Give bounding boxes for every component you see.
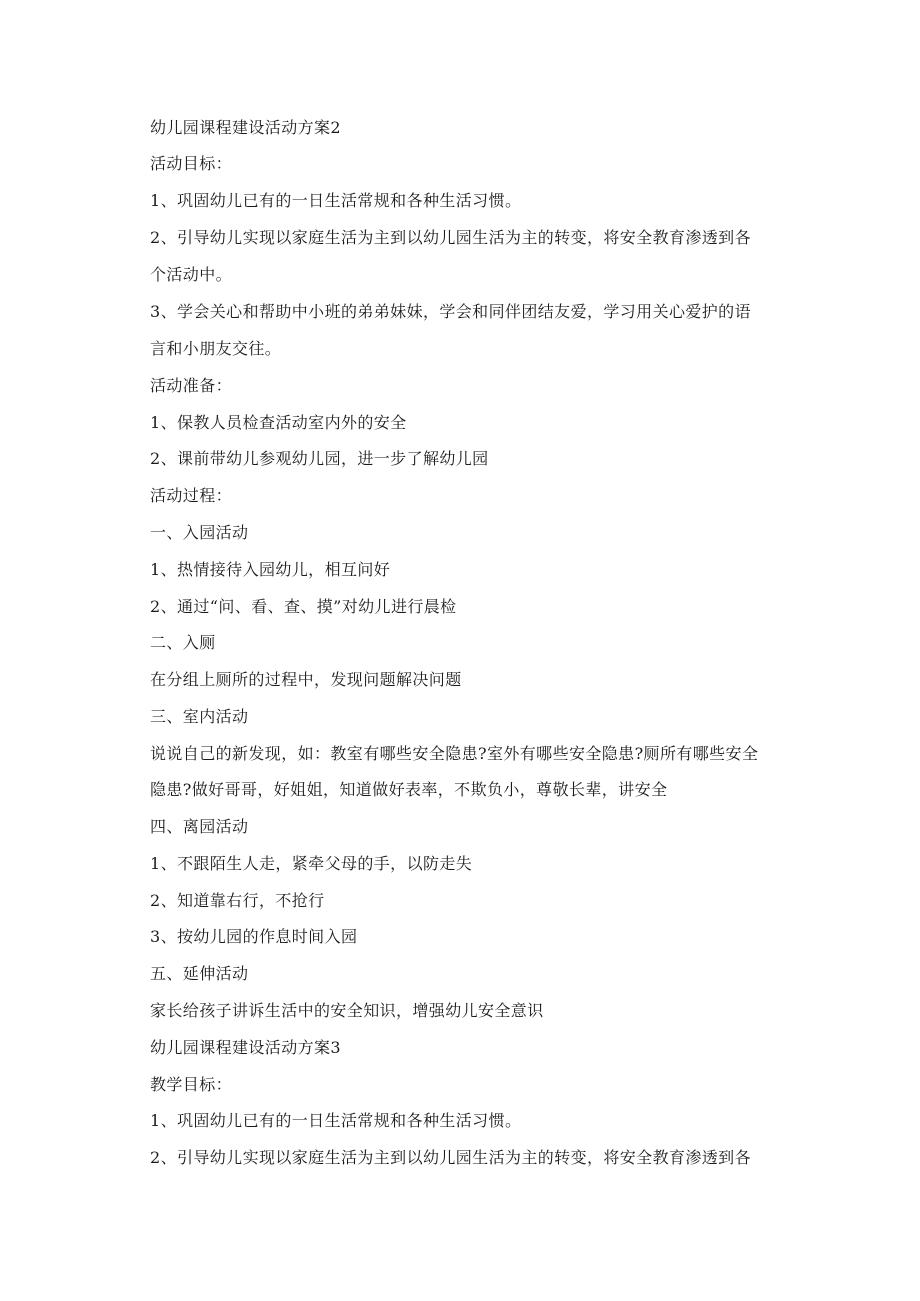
subheading: 三、室内活动 xyxy=(150,707,249,726)
section-title: 幼儿园课程建设活动方案2 xyxy=(150,118,341,137)
paragraph-line: 2、课前带幼儿参观幼儿园，进一步了解幼儿园 xyxy=(150,449,489,468)
paragraph-line: 1、不跟陌生人走，紧牵父母的手，以防走失 xyxy=(150,854,473,873)
paragraph-line: 在分组上厕所的过程中，发现问题解决问题 xyxy=(150,670,462,689)
subheading: 活动目标： xyxy=(150,154,233,173)
subheading: 活动过程： xyxy=(150,486,233,505)
paragraph-line: 3、按幼儿园的作息时间入园 xyxy=(150,927,358,946)
paragraph-line: 言和小朋友交往。 xyxy=(150,339,282,358)
paragraph-line: 3、学会关心和帮助中小班的弟弟妹妹，学会和同伴团结友爱，学习用关心爱护的语 xyxy=(150,302,751,321)
paragraph-line: 2、引导幼儿实现以家庭生活为主到以幼儿园生活为主的转变，将安全教育渗透到各 xyxy=(150,1148,751,1167)
paragraph-line: 隐患?做好哥哥，好姐姐，知道做好表率，不欺负小，尊敬长辈，讲安全 xyxy=(150,780,668,799)
subheading: 活动准备： xyxy=(150,376,233,395)
paragraph-line: 家长给孩子讲诉生活中的安全知识，增强幼儿安全意识 xyxy=(150,1001,544,1020)
subheading: 二、入厕 xyxy=(150,633,216,652)
paragraph-line: 1、巩固幼儿已有的一日生活常规和各种生活习惯。 xyxy=(150,191,522,210)
section-title: 幼儿园课程建设活动方案3 xyxy=(150,1038,341,1057)
subheading: 四、离园活动 xyxy=(150,817,249,836)
paragraph-line: 说说自己的新发现，如：教室有哪些安全隐患?室外有哪些安全隐患?厕所有哪些安全 xyxy=(150,744,759,763)
subheading: 一、入园活动 xyxy=(150,523,249,542)
subheading: 五、延伸活动 xyxy=(150,964,249,983)
paragraph-line: 个活动中。 xyxy=(150,265,233,284)
paragraph-line: 2、知道靠右行，不抢行 xyxy=(150,891,325,910)
paragraph-line: 1、巩固幼儿已有的一日生活常规和各种生活习惯。 xyxy=(150,1111,522,1130)
paragraph-line: 2、引导幼儿实现以家庭生活为主到以幼儿园生活为主的转变，将安全教育渗透到各 xyxy=(150,228,751,247)
paragraph-line: 1、保教人员检查活动室内外的安全 xyxy=(150,413,407,432)
paragraph-line: 1、热情接待入园幼儿，相互问好 xyxy=(150,560,391,579)
paragraph-line: 2、通过“问、看、查、摸”对幼儿进行晨检 xyxy=(150,597,457,616)
subheading: 教学目标： xyxy=(150,1075,233,1094)
